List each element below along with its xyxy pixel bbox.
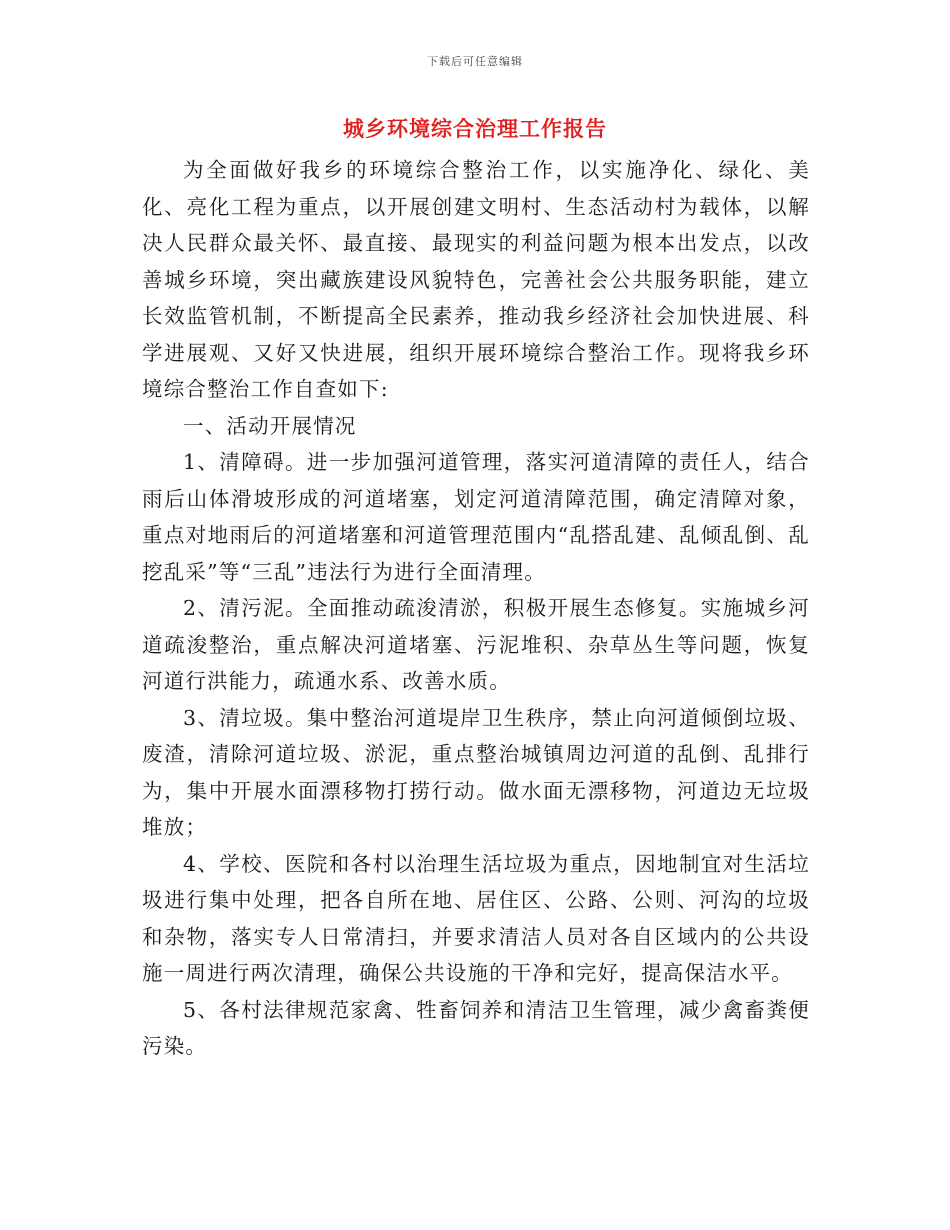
document-body xyxy=(142,152,810,1065)
section-heading: 一、活动开展情况 xyxy=(183,413,357,438)
paragraph-item-4: 4、学校、医院和各村以治理生活垃圾为重点，因地制宜对生活垃圾进行集中处理，把各自所在地、居住区、公路、公则、河沟的垃圾和杂物，落实专人日常清扫，并要求清洁人员对各自区域内的公共设施一周进行两次清理，确保公共设施的干净和完好，提高保洁水平。 xyxy=(142,851,810,985)
paragraph-item-1: 1、清障碍。进一步加强河道管理，落实河道清障的责任人，结合雨后山体滑坡形成的河道堵塞，划定河道清障范围，确定清障对象，重点对地雨后的河道堵塞和河道管理范围内“乱搭乱建、乱倾乱倒、乱挖乱采”等“三乱”违法行为进行全面清理。 xyxy=(142,450,810,584)
paragraph-item-2: 2、清污泥。全面推动疏浚清淤，积极开展生态修复。实施城乡河道疏浚整治，重点解决河道堵塞、污泥堆积、杂草丛生等问题，恢复河道行洪能力，疏通水系、改善水质。 xyxy=(142,596,810,693)
paragraph-item-5: 5、各村法律规范家禽、牲畜饲养和清洁卫生管理，减少禽畜粪便污染。 xyxy=(142,997,810,1058)
paragraph-item-3: 3、清垃圾。集中整治河道堤岸卫生秩序，禁止向河道倾倒垃圾、废渣，清除河道垃圾、淤泥，重点整治城镇周边河道的乱倒、乱排行为，集中开展水面漂移物打捞行动。做水面无漂移物，河道边无垃圾堆放； xyxy=(142,705,810,839)
header-note: 下载后可任意编辑 xyxy=(427,55,523,68)
paragraph-intro: 为全面做好我乡的环境综合整治工作，以实施净化、绿化、美化、亮化工程为重点，以开展创建文明村、生态活动村为载体，以解决人民群众最关怀、最直接、最现实的利益问题为根本出发点，以改善城乡环境，突出藏族建设风貌特色，完善社会公共服务职能，建立长效监管机制，不断提高全民素养，推动我乡经济社会加快进展、科学进展观、又好又快进展，组织开展环境综合整治工作。现将我乡环境综合整治工作自查如下: xyxy=(142,158,810,401)
document-title: 城乡环境综合治理工作报告 xyxy=(343,116,607,141)
